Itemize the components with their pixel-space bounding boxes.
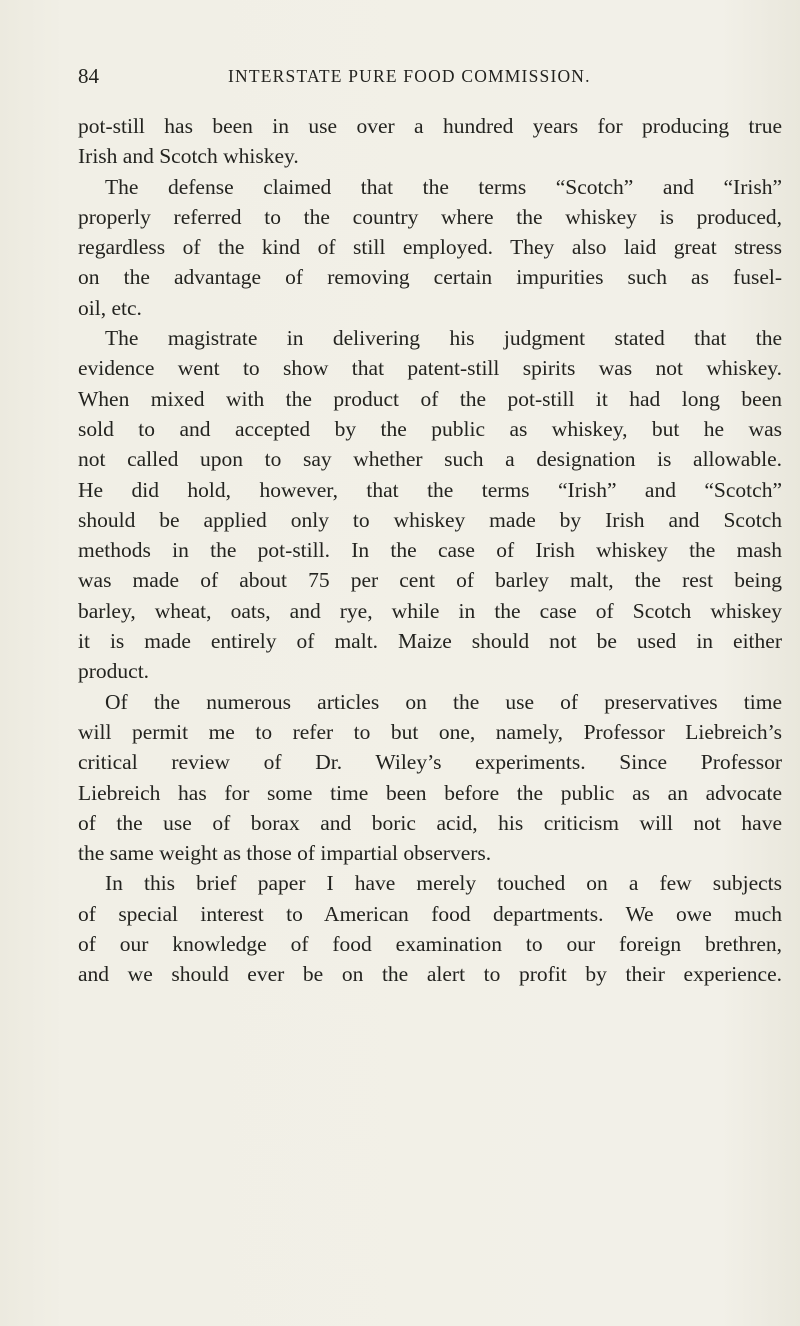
text-line: and we should ever be on the alert to profit by their experience. bbox=[78, 962, 782, 987]
text-line: on the advantage of removing certain impurities such as fusel- bbox=[78, 265, 782, 290]
body-text bbox=[78, 111, 782, 990]
text-line: In this brief paper I have merely touched on a few subjects bbox=[105, 871, 782, 896]
text-line: barley, wheat, oats, and rye, while in the case of Scotch whiskey bbox=[78, 598, 782, 623]
text-line: product. bbox=[78, 659, 150, 684]
text-line: The magistrate in delivering his judgment stated that the bbox=[105, 326, 782, 351]
text-line: of special interest to American food departments. We owe much bbox=[78, 901, 782, 926]
page-number: 84 bbox=[78, 64, 99, 88]
text-line: The defense claimed that the terms “Scotch” and “Irish” bbox=[105, 174, 782, 199]
text-line: will permit me to refer to but one, namely, Professor Liebreich’s bbox=[78, 719, 782, 744]
text-line: oil, etc. bbox=[78, 295, 142, 320]
text-line: pot-still has been in use over a hundred years for producing true bbox=[78, 114, 782, 138]
text-line: it is made entirely of malt. Maize should not be used in either bbox=[78, 629, 782, 654]
text-line: was made of about 75 per cent of barley malt, the rest being bbox=[78, 568, 782, 593]
text-line: He did hold, however, that the terms “Irish” and “Scotch” bbox=[78, 477, 782, 502]
text-line: evidence went to show that patent-still spirits was not whiskey. bbox=[78, 356, 782, 381]
text-line: not called upon to say whether such a designation is allowable. bbox=[78, 447, 782, 472]
text-line: When mixed with the product of the pot-still it had long been bbox=[78, 386, 782, 411]
text-line: of our knowledge of food examination to our foreign brethren, bbox=[78, 932, 782, 957]
text-line: methods in the pot-still. In the case of Irish whiskey the mash bbox=[78, 538, 782, 563]
running-title: INTERSTATE PURE FOOD COMMISSION. bbox=[228, 66, 591, 86]
text-line: Of the numerous articles on the use of preservatives time bbox=[105, 689, 782, 714]
text-line: the same weight as those of impartial observers. bbox=[78, 841, 492, 866]
text-line: regardless of the kind of still employed. They also laid great stress bbox=[78, 235, 782, 260]
text-line: should be applied only to whiskey made by Irish and Scotch bbox=[78, 507, 782, 532]
text-line: Liebreich has for some time been before the public as an advocate bbox=[78, 780, 782, 805]
text-line: properly referred to the country where the whiskey is produced, bbox=[78, 204, 782, 229]
page-header bbox=[78, 62, 732, 90]
text-line: Irish and Scotch whiskey. bbox=[78, 144, 299, 169]
text-line: critical review of Dr. Wiley’s experiments. Since Professor bbox=[78, 750, 782, 775]
text-line: sold to and accepted by the public as whiskey, but he was bbox=[78, 416, 782, 441]
text-line: of the use of borax and boric acid, his criticism will not have bbox=[78, 810, 782, 835]
